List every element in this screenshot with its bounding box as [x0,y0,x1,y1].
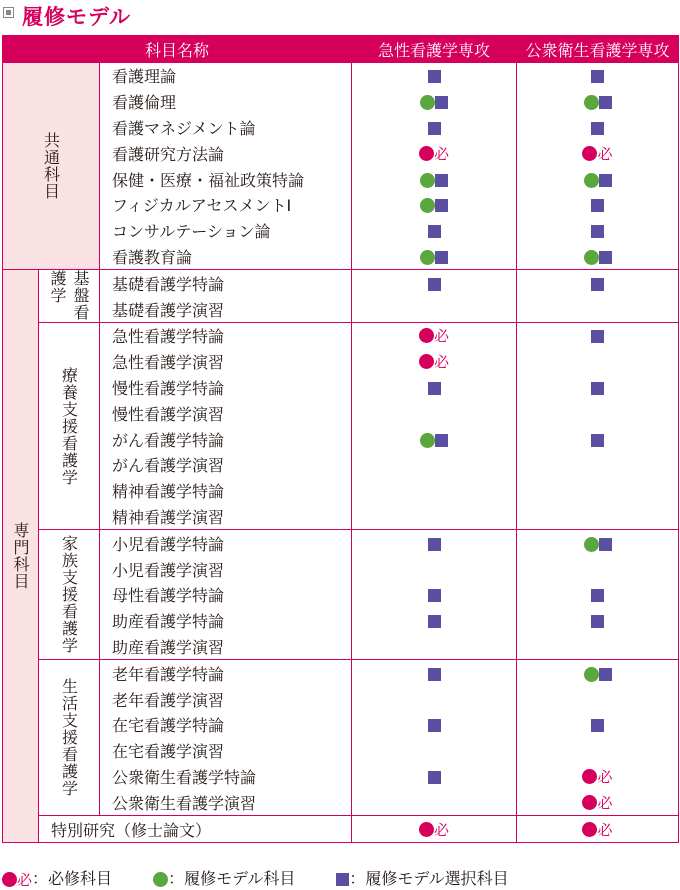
table-row [3,660,679,686]
subgroup-family: 家族支援看護学 [39,530,100,660]
row-name: 慢性看護学特論 [100,375,352,401]
red-circle-icon [582,769,597,784]
table-row [3,556,679,582]
row-name: 基礎看護学演習 [100,296,352,322]
green-circle-icon [420,250,435,265]
purple-square-icon [591,719,604,732]
row-name: 助産看護学特論 [100,608,352,634]
row-mark-col2 [517,296,679,322]
square-bullet-icon [3,7,14,18]
legend [2,866,678,890]
row-mark-col1 [352,738,517,764]
row-mark-col1 [352,89,517,115]
purple-square-icon [428,538,441,551]
row-mark-col1 [352,530,517,556]
red-circle-icon [582,822,597,837]
row-mark-col1 [352,140,517,166]
purple-square-icon [599,174,612,187]
red-circle-icon [419,328,434,343]
purple-square-icon [428,70,441,83]
purple-square-icon [428,225,441,238]
purple-square-icon [599,251,612,264]
row-mark-col2 [517,426,679,452]
row-mark-col2 [517,166,679,192]
row-mark-col1 [352,192,517,218]
table-row [3,816,679,843]
table-row [3,712,679,738]
row-name: 精神看護学演習 [100,504,352,530]
curriculum-table [2,35,679,843]
table-row [3,634,679,660]
purple-square-icon [591,589,604,602]
purple-square-icon [428,589,441,602]
purple-square-icon [591,225,604,238]
purple-square-icon [591,199,604,212]
table-row [3,738,679,764]
row-mark-col2 [517,608,679,634]
row-mark-col1 [352,452,517,478]
purple-square-icon [599,538,612,551]
row-name: フィジカルアセスメントⅠ [100,192,352,218]
row-name: 看護教育論 [100,244,352,270]
row-mark-col1 [352,686,517,712]
row-name: 保健・医療・福祉政策特論 [100,166,352,192]
row-name: 老年看護学特論 [100,660,352,686]
table-header [3,36,679,63]
page-title: 履修モデル [22,5,131,29]
table-row [3,686,679,712]
red-circle-icon [419,354,434,369]
row-name: 小児看護学特論 [100,530,352,556]
row-mark-col1 [352,816,517,843]
table-row [3,140,679,166]
purple-square-icon [591,278,604,291]
group-common: 共通科目 [3,63,100,270]
row-mark-col1 [352,634,517,660]
red-circle-icon [419,822,434,837]
row-name: 老年看護学演習 [100,686,352,712]
row-mark-col2 [517,789,679,815]
row-mark-col1 [352,270,517,296]
table-row [3,166,679,192]
row-name: 慢性看護学演習 [100,400,352,426]
green-circle-icon [420,173,435,188]
row-mark-col1 [352,660,517,686]
table-row [3,296,679,322]
table-row [3,608,679,634]
row-mark-col1 [352,349,517,375]
row-mark-col2 [517,140,679,166]
row-mark-col1 [352,478,517,504]
table-row [3,400,679,426]
row-name: 看護研究方法論 [100,140,352,166]
row-mark-col2 [517,349,679,375]
table-row [3,63,679,89]
purple-square-icon [591,70,604,83]
purple-square-icon [591,615,604,628]
row-mark-col2 [517,452,679,478]
row-mark-col2 [517,322,679,348]
row-name: 看護マネジメント論 [100,115,352,141]
row-mark-col1 [352,115,517,141]
green-circle-icon [584,95,599,110]
row-name: がん看護学特論 [100,426,352,452]
must-mark: 必 [597,820,613,839]
table-row [3,270,679,296]
table-row [3,218,679,244]
row-mark-col2 [517,738,679,764]
row-mark-col2 [517,63,679,89]
red-circle-icon [2,872,17,887]
table-row [3,530,679,556]
subgroup-basic: 基盤看護学 [39,270,100,323]
row-mark-col2 [517,504,679,530]
table-row [3,375,679,401]
row-mark-col1 [352,375,517,401]
purple-square-icon [591,434,604,447]
purple-square-icon [435,96,448,109]
row-name: コンサルテーション論 [100,218,352,244]
row-mark-col1 [352,322,517,348]
table-row [3,452,679,478]
row-mark-col1 [352,789,517,815]
table-row [3,322,679,348]
row-mark-col1 [352,63,517,89]
row-mark-col1 [352,504,517,530]
row-mark-col2 [517,634,679,660]
purple-square-icon [428,122,441,135]
header-col2: 公衆衛生看護学専攻 [517,36,679,63]
purple-square-icon [435,434,448,447]
row-mark-col2 [517,764,679,790]
table-row [3,89,679,115]
green-circle-icon [584,667,599,682]
row-name: 助産看護学演習 [100,634,352,660]
purple-square-icon [428,771,441,784]
row-mark-col2 [517,270,679,296]
red-circle-icon [419,146,434,161]
row-name: 急性看護学演習 [100,349,352,375]
subgroup-care: 療養支援看護学 [39,322,100,529]
title-bar [0,0,680,28]
row-mark-col1 [352,400,517,426]
row-name: 小児看護学演習 [100,556,352,582]
table-row [3,764,679,790]
must-mark: 必 [433,820,449,839]
table-row [3,244,679,270]
row-mark-col2 [517,582,679,608]
header-col1: 急性看護学専攻 [352,36,517,63]
purple-square-icon [428,278,441,291]
must-mark: 必 [597,767,613,786]
must-mark: 必 [17,871,33,889]
purple-square-icon [435,251,448,264]
row-name: 看護倫理 [100,89,352,115]
row-name: がん看護学演習 [100,452,352,478]
row-mark-col1 [352,166,517,192]
row-mark-col1 [352,426,517,452]
table-row [3,504,679,530]
green-circle-icon [420,433,435,448]
purple-square-icon [599,668,612,681]
row-mark-col2 [517,244,679,270]
row-mark-col2 [517,115,679,141]
row-name: 在宅看護学特論 [100,712,352,738]
row-name: 母性看護学特論 [100,582,352,608]
purple-square-icon [435,199,448,212]
row-name: 在宅看護学演習 [100,738,352,764]
table-row [3,115,679,141]
row-mark-col1 [352,582,517,608]
purple-square-icon [428,719,441,732]
green-circle-icon [153,872,168,887]
row-name: 基礎看護学特論 [100,270,352,296]
row-name: 看護理論 [100,63,352,89]
red-circle-icon [582,795,597,810]
row-mark-col1 [352,764,517,790]
row-mark-col1 [352,608,517,634]
table-row [3,192,679,218]
row-mark-col2 [517,375,679,401]
row-mark-col2 [517,816,679,843]
row-name: 特別研究（修士論文） [39,816,352,843]
row-mark-col1 [352,712,517,738]
row-mark-col2 [517,556,679,582]
row-mark-col1 [352,218,517,244]
table-row [3,478,679,504]
row-name: 精神看護学特論 [100,478,352,504]
subgroup-life: 生活支援看護学 [39,660,100,816]
row-mark-col2 [517,192,679,218]
purple-square-icon [428,382,441,395]
row-mark-col1 [352,296,517,322]
row-mark-col2 [517,478,679,504]
table-row [3,349,679,375]
row-mark-col2 [517,218,679,244]
header-subject: 科目名称 [3,36,352,63]
row-name: 公衆衛生看護学特論 [100,764,352,790]
row-mark-col2 [517,400,679,426]
purple-square-icon [428,668,441,681]
row-mark-col1 [352,244,517,270]
green-circle-icon [584,250,599,265]
row-mark-col2 [517,530,679,556]
green-circle-icon [420,95,435,110]
legend-model: ：履修モデル科目 [153,869,295,888]
row-mark-col2 [517,660,679,686]
table-row [3,789,679,815]
must-mark: 必 [597,793,613,812]
row-mark-col2 [517,712,679,738]
must-mark: 必 [433,353,449,372]
purple-square-icon [435,174,448,187]
row-mark-col2 [517,686,679,712]
row-mark-col2 [517,89,679,115]
must-mark: 必 [597,144,613,163]
purple-square-icon [599,96,612,109]
red-circle-icon [582,146,597,161]
green-circle-icon [584,537,599,552]
purple-square-icon [336,873,349,886]
legend-elective: ：履修モデル選択科目 [336,869,508,888]
table-row [3,426,679,452]
legend-required: 必：必修科目 [2,869,112,888]
must-mark: 必 [433,327,449,346]
purple-square-icon [591,382,604,395]
green-circle-icon [420,198,435,213]
row-name: 急性看護学特論 [100,322,352,348]
purple-square-icon [591,330,604,343]
must-mark: 必 [433,144,449,163]
purple-square-icon [591,122,604,135]
table-row [3,582,679,608]
row-name: 公衆衛生看護学演習 [100,789,352,815]
group-special: 専門科目 [3,270,39,843]
row-mark-col1 [352,556,517,582]
green-circle-icon [584,173,599,188]
purple-square-icon [428,615,441,628]
